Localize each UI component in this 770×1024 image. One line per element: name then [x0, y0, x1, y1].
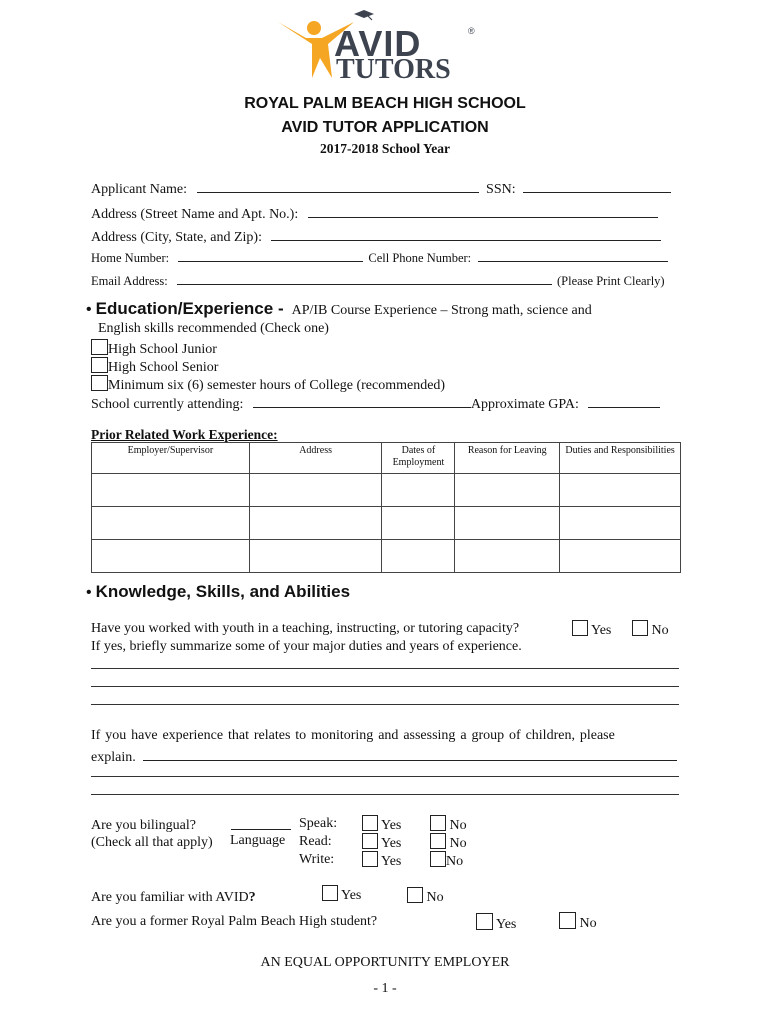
avid-familiar-question — [91, 890, 256, 906]
col-reason: Reason for Leaving — [455, 443, 560, 474]
home-number-field[interactable] — [178, 249, 363, 262]
address-street-label: Address (Street Name and Apt. No.): — [91, 207, 299, 222]
youth-question: Have you worked with youth in a teaching, instructing, or tutoring capacity? — [91, 621, 520, 636]
school-attending-field[interactable] — [253, 393, 471, 408]
cell-number-field[interactable] — [478, 249, 668, 262]
checkbox-read-no[interactable] — [430, 833, 446, 849]
email-row — [91, 272, 665, 289]
ssn-label: SSN: — [486, 182, 516, 197]
youth-no[interactable] — [632, 620, 669, 639]
read-yes-label: Yes — [380, 836, 402, 851]
print-clearly-note: (Please Print Clearly) — [556, 274, 665, 288]
education-description: AP/IB Course Experience – Strong math, science and — [291, 303, 592, 318]
applicant-name-row — [91, 178, 671, 198]
answer-line[interactable] — [91, 668, 679, 669]
checkbox-senior[interactable] — [91, 357, 108, 373]
address-city-label: Address (City, State, and Zip): — [91, 230, 262, 245]
monitoring-question: If you have experience that relates to monitoring and assessing a group of children, please — [91, 728, 615, 743]
col-employer: Employer/Supervisor — [92, 443, 250, 474]
avid-yes[interactable] — [322, 885, 361, 904]
write-yes[interactable] — [362, 851, 401, 870]
answer-line[interactable] — [91, 686, 679, 687]
answer-line[interactable] — [91, 704, 679, 705]
checkbox-read-yes[interactable] — [362, 833, 378, 849]
home-number-label: Home Number: — [91, 251, 170, 265]
table-cell[interactable] — [382, 540, 455, 573]
table-cell[interactable] — [249, 474, 382, 507]
youth-no-label: No — [651, 623, 669, 638]
table-row — [92, 507, 681, 540]
checkbox-former-yes[interactable] — [476, 913, 493, 930]
table-cell[interactable] — [455, 474, 560, 507]
youth-yes[interactable] — [572, 620, 611, 639]
table-cell[interactable] — [92, 507, 250, 540]
school-year: 2017-2018 School Year — [320, 141, 450, 156]
logo-registered-mark: ® — [468, 26, 475, 36]
speak-yes-label: Yes — [380, 818, 402, 833]
page-number: - 1 - — [373, 981, 397, 996]
table-cell[interactable] — [382, 474, 455, 507]
address-city-row — [91, 226, 661, 246]
phone-row — [91, 249, 668, 266]
checkbox-junior[interactable] — [91, 339, 108, 355]
bilingual-question: Are you bilingual? — [91, 818, 196, 833]
form-title: AVID TUTOR APPLICATION — [281, 119, 489, 136]
table-cell[interactable] — [455, 507, 560, 540]
checkbox-write-no[interactable] — [430, 851, 446, 867]
cell-number-label: Cell Phone Number: — [368, 251, 472, 265]
option-junior-label: High School Junior — [108, 342, 217, 357]
logo-text-tutors: TUTORS — [336, 54, 451, 85]
gpa-label: Approximate GPA: — [470, 397, 579, 412]
table-cell[interactable] — [249, 540, 382, 573]
avid-tutors-logo — [276, 8, 498, 84]
education-heading-row — [86, 299, 592, 319]
table-cell[interactable] — [249, 507, 382, 540]
youth-yes-label: Yes — [590, 623, 612, 638]
table-cell[interactable] — [92, 540, 250, 573]
table-row — [92, 474, 681, 507]
equal-opportunity-footer: AN EQUAL OPPORTUNITY EMPLOYER — [260, 955, 510, 970]
checkbox-college[interactable] — [91, 375, 108, 391]
applicant-name-field[interactable] — [197, 178, 479, 193]
read-no[interactable] — [430, 833, 467, 852]
former-yes-label: Yes — [495, 917, 517, 932]
language-label: Language — [230, 833, 286, 848]
checkbox-write-yes[interactable] — [362, 851, 378, 867]
checkbox-speak-yes[interactable] — [362, 815, 378, 831]
ksa-bullet: • — [86, 584, 92, 601]
email-label: Email Address: — [91, 274, 168, 288]
ssn-field[interactable] — [523, 178, 671, 193]
read-no-label: No — [449, 836, 467, 851]
option-college[interactable] — [91, 375, 445, 394]
applicant-name-label: Applicant Name: — [91, 182, 188, 197]
answer-line[interactable] — [91, 776, 679, 777]
read-yes[interactable] — [362, 833, 401, 852]
logo-text-avid: AVID — [334, 23, 422, 64]
language-field[interactable] — [231, 815, 291, 830]
youth-question-followup: If yes, briefly summarize some of your major duties and years of experience. — [91, 639, 522, 654]
table-cell[interactable] — [92, 474, 250, 507]
write-no-label: No — [446, 854, 464, 869]
address-city-field[interactable] — [271, 226, 661, 241]
speak-no-label: No — [449, 818, 467, 833]
table-cell[interactable] — [560, 507, 681, 540]
answer-line[interactable] — [91, 794, 679, 795]
speak-label: Speak: — [299, 816, 338, 831]
table-cell[interactable] — [455, 540, 560, 573]
former-no-label: No — [579, 916, 597, 931]
avid-no-label: No — [426, 890, 444, 905]
table-cell[interactable] — [382, 507, 455, 540]
write-label: Write: — [299, 852, 335, 867]
former-student-question: Are you a former Royal Palm Beach High student? — [91, 914, 378, 929]
col-dates: Dates of Employment — [382, 443, 455, 474]
bilingual-note: (Check all that apply) — [91, 835, 213, 850]
gpa-field[interactable] — [588, 393, 660, 408]
speak-yes[interactable] — [362, 815, 401, 834]
education-heading: Education/Experience - — [95, 299, 284, 318]
avid-familiar-mark: ? — [248, 890, 256, 905]
former-yes[interactable] — [476, 913, 516, 933]
former-no[interactable] — [559, 912, 597, 932]
address-street-row — [91, 203, 658, 223]
address-street-field[interactable] — [308, 203, 658, 218]
option-junior[interactable] — [91, 339, 217, 358]
speak-no[interactable] — [430, 815, 467, 834]
avid-familiar-text: Are you familiar with AVID — [91, 890, 249, 905]
ksa-heading-row — [86, 582, 350, 602]
education-bullet: • — [86, 301, 92, 318]
write-yes-label: Yes — [380, 854, 402, 869]
checkbox-speak-no[interactable] — [430, 815, 446, 831]
col-address: Address — [249, 443, 382, 474]
checkbox-youth-yes[interactable] — [572, 620, 588, 636]
work-experience-table — [91, 442, 681, 573]
explain-row — [91, 746, 677, 766]
school-name: ROYAL PALM BEACH HIGH SCHOOL — [244, 95, 526, 112]
option-college-label: Minimum six (6) semester hours of College (recommended) — [108, 378, 446, 393]
table-header-row — [92, 443, 681, 474]
option-senior-label: High School Senior — [108, 360, 219, 375]
table-cell[interactable] — [560, 540, 681, 573]
table-row — [92, 540, 681, 573]
explain-label: explain. — [91, 750, 136, 765]
avid-yes-label: Yes — [340, 888, 362, 903]
checkbox-avid-no[interactable] — [407, 887, 423, 903]
col-duties: Duties and Responsibilities — [560, 443, 681, 474]
explain-field[interactable] — [143, 746, 677, 761]
school-attending-row — [91, 393, 660, 413]
checkbox-avid-yes[interactable] — [322, 885, 338, 901]
table-cell[interactable] — [560, 474, 681, 507]
read-label: Read: — [299, 834, 332, 849]
email-field[interactable] — [177, 272, 552, 285]
write-no[interactable] — [430, 851, 463, 870]
education-description-2: English skills recommended (Check one) — [98, 321, 329, 336]
ksa-heading: Knowledge, Skills, and Abilities — [95, 582, 351, 601]
checkbox-youth-no[interactable] — [632, 620, 648, 636]
checkbox-former-no[interactable] — [559, 912, 576, 929]
avid-no[interactable] — [407, 887, 444, 906]
option-senior[interactable] — [91, 357, 218, 376]
work-heading: Prior Related Work Experience: — [91, 427, 278, 442]
school-attending-label: School currently attending: — [91, 397, 244, 412]
